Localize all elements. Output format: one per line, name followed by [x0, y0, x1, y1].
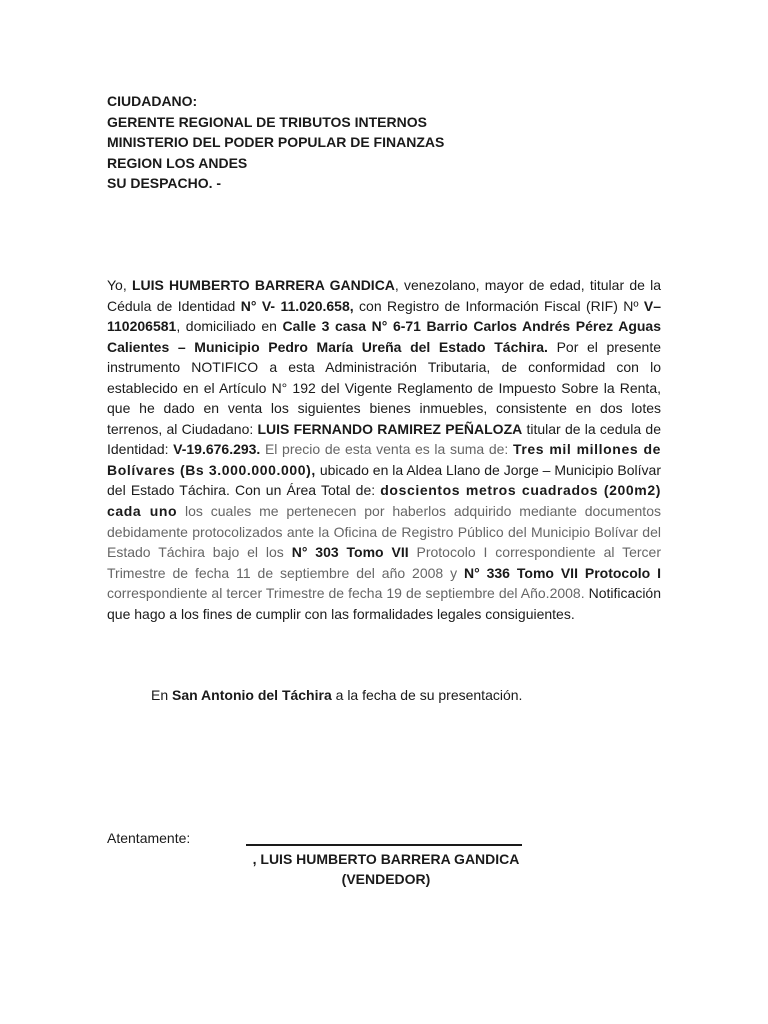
body-text: Notificación que hago a los fines de cumplir con las formalidades legales consiguientes.: [107, 585, 661, 622]
body-text: con Registro de Información Fiscal (RIF) Nº: [353, 297, 644, 314]
signature-line: [246, 826, 522, 846]
place-date-line: [151, 685, 522, 705]
seller-rif-number: V– 110206581: [107, 297, 662, 335]
registry-number-1: N° 303 Tomo VII: [291, 544, 409, 561]
body-text: Protocolo I correspondiente al Tercer Trimestre de fecha 11 de septiembre del año 2008 y: [107, 544, 662, 581]
body-paragraph: [107, 275, 661, 624]
signer-name: , LUIS HUMBERTO BARRERA GANDICA: [252, 851, 520, 867]
seller-id-number: N° V- 11.020.658,: [240, 297, 354, 314]
recipient-office: SU DESPACHO. -: [107, 175, 222, 192]
recipient-ministry: MINISTERIO DEL PODER POPULAR DE FINANZAS: [107, 134, 445, 151]
place-prefix: En: [151, 687, 173, 703]
signer-role: (VENDEDOR): [341, 871, 431, 887]
land-area: doscientos metros cuadrados (200m2) cada uno: [107, 482, 661, 520]
body-text: titular de la cedula de Identidad:: [107, 420, 661, 458]
closing-salutation: Atentamente:: [107, 830, 191, 846]
body-text: , venezolano, mayor de edad, titular de la Cédula de Identidad: [107, 277, 662, 314]
buyer-name: LUIS FERNANDO RAMIREZ PEÑALOZA: [257, 420, 523, 437]
body-text: correspondiente al tercer Trimestre de fecha 19 de septiembre del Año.2008.: [107, 585, 585, 602]
buyer-id-number: V-19.676.293.: [173, 441, 261, 458]
body-text: Yo,: [107, 277, 132, 293]
sale-price: Tres mil millones de Bolívares (Bs 3.000.000.000),: [107, 441, 662, 478]
body-text: El precio de esta venta es la suma de:: [260, 441, 513, 458]
seller-name: LUIS HUMBERTO BARRERA GANDICA: [131, 277, 395, 293]
body-text: Por el presente instrumento NOTIFICO a esta Administración Tributaria, de conformidad con lo establecido en el Artículo N° 192 del Vigente Reglamento de Impuesto Sobre la Renta, que he dado en venta los siguientes bienes inmuebles, consistente en dos lotes terrenos, al Ciudadano:: [107, 338, 661, 437]
recipient-region: REGION LOS ANDES: [107, 154, 248, 171]
recipient-title: CIUDADANO:: [107, 93, 198, 109]
recipient-position: GERENTE REGIONAL DE TRIBUTOS INTERNOS: [107, 113, 427, 130]
body-text: , domiciliado en: [176, 318, 283, 335]
seller-address: Calle 3 casa N° 6-71 Barrio Carlos Andrés Pérez Aguas Calientes – Municipio Pedro María Ureña del Estado Táchira.: [107, 318, 661, 355]
recipient-block: [107, 91, 444, 194]
body-text: ubicado en la Aldea Llano de Jorge – Municipio Bolívar del Estado Táchira. Con un Área Total de:: [107, 461, 661, 499]
body-text: los cuales me pertenecen por haberlos adquirido mediante documentos debidamente protocolizados ante la Oficina de Registro Público del Municipio Bolívar del Estado Táchira bajo el los: [107, 503, 661, 561]
registry-number-2: N° 336 Tomo VII Protocolo I: [464, 564, 661, 581]
place-suffix: a la fecha de su presentación.: [331, 687, 523, 703]
place-city: San Antonio del Táchira: [172, 687, 332, 703]
